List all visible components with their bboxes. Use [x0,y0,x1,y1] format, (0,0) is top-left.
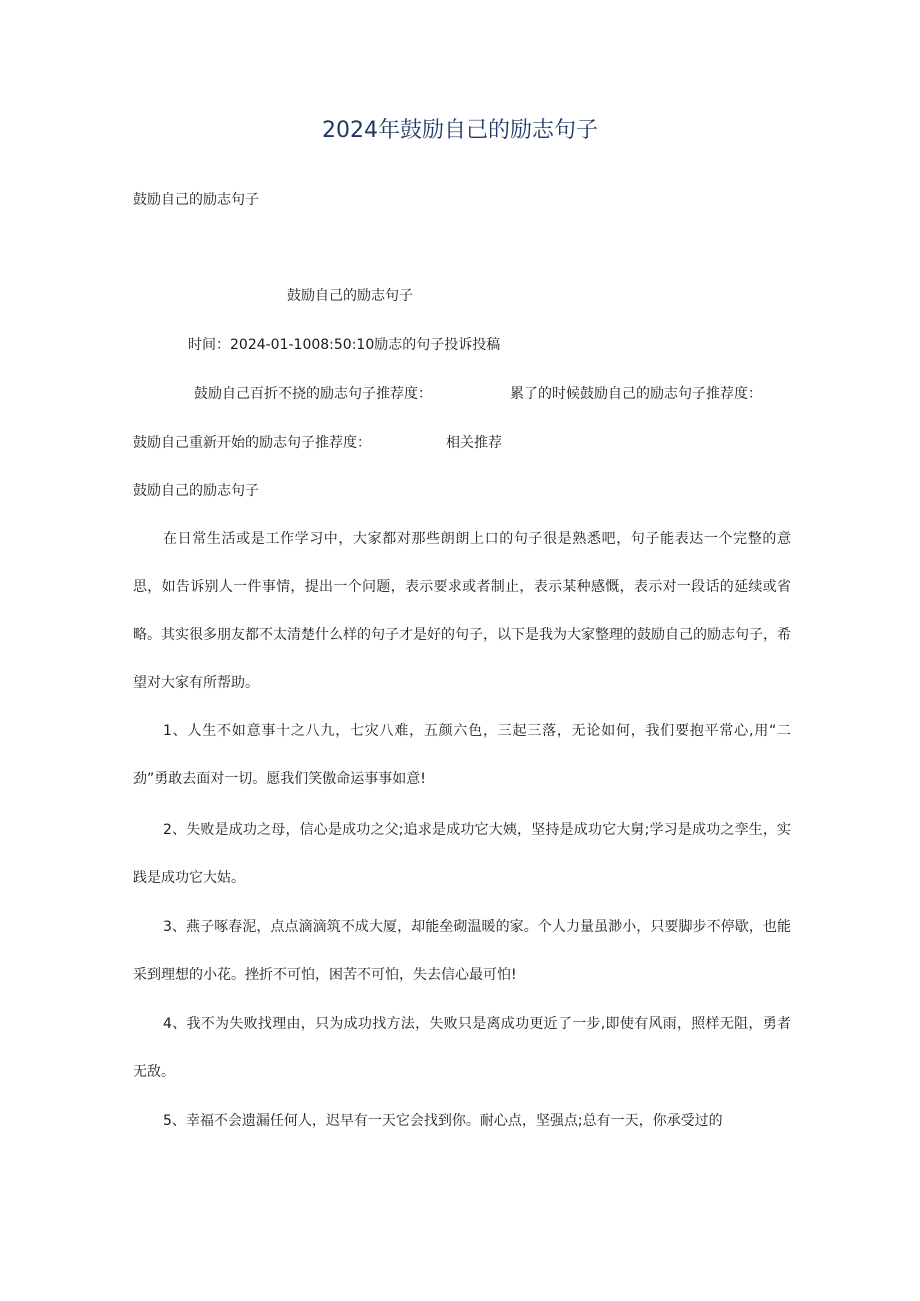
quote-paragraph-5: 5、幸福不会遗漏任何人，迟早有一天它会找到你。耐心点，坚强点;总有一天，你承受过的 [163,1113,723,1129]
meta-line: 时间：2024-01-1008:50:10励志的句子投诉投稿 [188,337,501,353]
quote-paragraph-2: 2、失败是成功之母，信心是成功之父;追求是成功它大姨，坚持是成功它大舅;学习是成功之孪生，实践是成功它大姑。 [133,822,791,886]
quote-paragraph-4: 4、我不为失败找理由，只为成功找方法，失败只是离成功更近了一步,即使有风雨，照样无阻，勇者无敌。 [133,1016,791,1080]
quote-paragraph-3: 3、燕子啄春泥，点点滴滴筑不成大厦，却能垒砌温暖的家。个人力量虽渺小，只要脚步不停歇，也能采到理想的小花。挫折不可怕，困苦不可怕，失去信心最可怕! [133,919,791,983]
recommend-link-3[interactable]: 鼓励自己重新开始的励志句子推荐度： [133,435,371,451]
related-label: 相关推荐 [446,435,502,451]
recommend-link-1[interactable]: 鼓励自己百折不挠的励志句子推荐度： [194,386,432,402]
recommend-link-2[interactable]: 累了的时候鼓励自己的励志句子推荐度： [510,386,762,402]
quote-paragraph-1: 1、人生不如意事十之八九，七灾八难，五颜六色，三起三落，无论如何，我们要抱平常心,用“二劲”勇敢去面对一切。愿我们笑傲命运事事如意! [133,723,791,787]
inner-title: 鼓励自己的励志句子 [287,288,413,304]
intro-paragraph: 在日常生活或是工作学习中，大家都对那些朗朗上口的句子很是熟悉吧，句子能表达一个完整的意思，如告诉别人一件事情，提出一个问题，表示要求或者制止，表示某种感慨，表示对一段话的延续或省略。其实很多朋友都不太清楚什么样的句子才是好的句子，以下是我为大家整理的鼓励自己的励志句子，希望对大家有所帮助。 [133,531,791,691]
document-title: 2024年鼓励自己的励志句子 [322,118,598,143]
subtitle: 鼓励自己的励志句子 [133,192,259,208]
section-title: 鼓励自己的励志句子 [133,483,259,499]
